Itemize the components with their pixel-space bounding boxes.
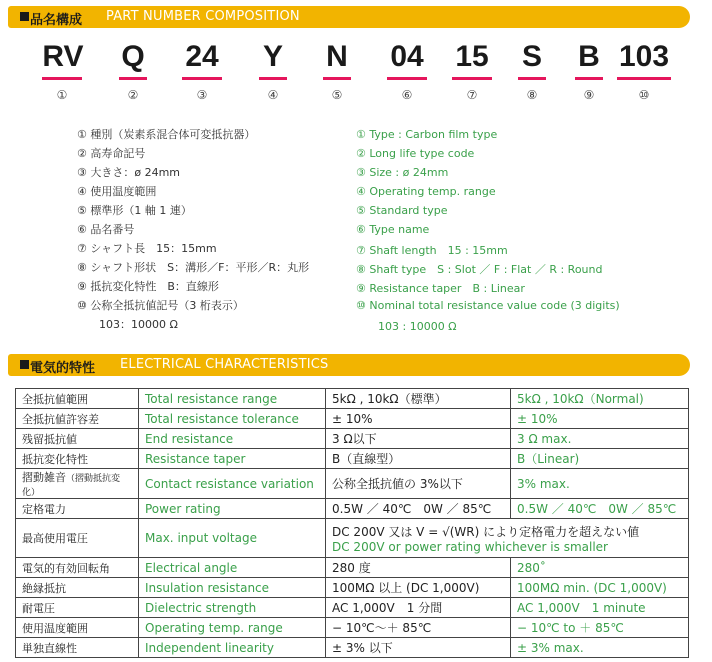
item-en: Contact resistance variation (139, 469, 326, 499)
value-en: 280˚ (511, 558, 689, 578)
legend-jp-item: ⑤ 標準形（1 軸 1 連） (77, 204, 192, 217)
item-jp-cell (16, 469, 139, 499)
code-number: ⑤ (331, 88, 343, 102)
legend-jp-item: ⑥ 品名番号 (77, 223, 135, 236)
legend-jp-item: ⑩ 公称全抵抗値記号（3 桁表示） (77, 299, 244, 312)
electrical-characteristics-table (15, 388, 689, 658)
legend-en-item: ⑩ Nominal total resistance value code (3 digits) (356, 299, 620, 312)
code-number: ④ (267, 88, 279, 102)
value-jp: B（直線型） (326, 449, 511, 469)
table-row (16, 578, 689, 598)
underline-9 (575, 77, 603, 80)
code-number: ③ (196, 88, 208, 102)
value-en: AC 1,000V 1 minute (511, 598, 689, 618)
code-number: ⑦ (466, 88, 478, 102)
legend-jp-item: ⑧ シャフト形状 S：溝形／F：平形／R：丸形 (77, 261, 310, 274)
item-jp: 摺動雑音 (22, 471, 66, 484)
underline-5 (323, 77, 351, 80)
section-title-jp: 電気的特性 (30, 361, 96, 376)
section-title-jp: 品名構成 (30, 13, 83, 28)
item-en: Electrical angle (139, 558, 326, 578)
value-en: 5kΩ , 10kΩ（Normal) (511, 389, 689, 409)
value-en: 3 Ω max. (511, 429, 689, 449)
item-en: Insulation resistance (139, 578, 326, 598)
item-jp: 全抵抗値範囲 (16, 389, 139, 409)
item-en: Resistance taper (139, 449, 326, 469)
square-bullet-icon (20, 360, 29, 369)
legend-en-item: ① Type : Carbon film type (356, 128, 498, 141)
code-number: ⑧ (526, 88, 538, 102)
value-en: 3% max. (511, 469, 689, 499)
underline-3 (182, 77, 222, 80)
section-header-part-number (8, 6, 690, 28)
item-en: Independent linearity (139, 638, 326, 658)
section-header-electrical (8, 354, 690, 376)
underline-1 (42, 77, 82, 80)
item-en: Max. input voltage (139, 519, 326, 558)
item-en: End resistance (139, 429, 326, 449)
value-jp: 100MΩ 以上 (DC 1,000V) (326, 578, 511, 598)
item-en: Power rating (139, 499, 326, 519)
table-row (16, 409, 689, 429)
item-jp: 全抵抗値許容差 (16, 409, 139, 429)
value-jp: DC 200V 又は V = √(WR) により定格電力を超えない値 (332, 524, 640, 539)
table-row (16, 499, 689, 519)
code-rv: RV (42, 40, 84, 73)
legend-en-item: ④ Operating temp. range (356, 185, 496, 198)
value-jp: 3 Ω以下 (326, 429, 511, 449)
legend-jp-item: ④ 使用温度範囲 (77, 185, 157, 198)
item-jp: 残留抵抗値 (16, 429, 139, 449)
code-n: N (326, 40, 348, 73)
code-24: 24 (185, 40, 219, 73)
legend-jp-item: ⑨ 抵抗変化特性 B：直線形 (77, 280, 219, 293)
table-row (16, 389, 689, 409)
item-jp: 絶縁抵抗 (16, 578, 139, 598)
square-bullet-icon (20, 12, 29, 21)
value-jp: 公称全抵抗値の 3%以下 (326, 469, 511, 499)
item-jp: 定格電力 (16, 499, 139, 519)
section-title-en: ELECTRICAL CHARACTERISTICS (120, 357, 329, 372)
code-number: ⑨ (583, 88, 595, 102)
underline-4 (259, 77, 287, 80)
table-row (16, 519, 689, 558)
code-q: Q (121, 40, 145, 73)
code-04: 04 (390, 40, 424, 73)
section-title-en: PART NUMBER COMPOSITION (106, 9, 300, 24)
value-jp: 0.5W ／ 40℃ 0W ／ 85℃ (326, 499, 511, 519)
item-en: Total resistance tolerance (139, 409, 326, 429)
code-y: Y (262, 40, 283, 73)
item-jp: 耐電圧 (16, 598, 139, 618)
legend-en-item: ③ Size : ø 24mm (356, 166, 449, 179)
value-en: ± 3% max. (511, 638, 689, 658)
legend-jp-item: 103：10000 Ω (77, 318, 178, 331)
code-s: S (521, 40, 542, 73)
underline-2 (119, 77, 147, 80)
code-number: ② (127, 88, 139, 102)
code-number: ① (56, 88, 68, 102)
value-en: − 10℃ to ＋ 85℃ (511, 618, 689, 638)
legend-en-item: ⑦ Shaft length 15 : 15mm (356, 244, 508, 257)
underline-6 (387, 77, 427, 80)
value-combined-cell (326, 519, 689, 558)
item-jp-note: （摺動抵抗変化） (22, 474, 121, 498)
value-jp: ± 10% (326, 409, 511, 429)
code-number: ⑥ (401, 88, 413, 102)
legend-en-item: ② Long life type code (356, 147, 475, 160)
code-b: B (578, 40, 600, 73)
code-number: ⑩ (638, 88, 650, 102)
underline-8 (518, 77, 546, 80)
item-jp: 最高使用電圧 (16, 519, 139, 558)
legend-en-item: ⑥ Type name (356, 223, 430, 236)
item-jp: 単独直線性 (16, 638, 139, 658)
value-en: 0.5W ／ 40℃ 0W ／ 85℃ (511, 499, 689, 519)
underline-7 (452, 77, 492, 80)
item-en: Operating temp. range (139, 618, 326, 638)
legend-jp-item: ③ 大きさ：ø 24mm (77, 166, 181, 179)
legend-jp-item: ① 種別（炭素系混合体可変抵抗器） (77, 128, 256, 141)
legend-en-item: ⑨ Resistance taper B : Linear (356, 282, 525, 295)
table-row (16, 618, 689, 638)
item-en: Dielectric strength (139, 598, 326, 618)
value-jp: 280 度 (326, 558, 511, 578)
table-row (16, 469, 689, 499)
value-en: B（Linear) (511, 449, 689, 469)
value-jp: − 10℃〜＋ 85℃ (326, 618, 511, 638)
table-row (16, 429, 689, 449)
table-row (16, 449, 689, 469)
table-row (16, 558, 689, 578)
item-en: Total resistance range (139, 389, 326, 409)
item-jp: 使用温度範囲 (16, 618, 139, 638)
value-jp: ± 3% 以下 (326, 638, 511, 658)
item-jp: 抵抗変化特性 (16, 449, 139, 469)
table-row (16, 598, 689, 618)
table-row (16, 638, 689, 658)
code-15: 15 (455, 40, 489, 73)
value-jp: AC 1,000V 1 分間 (326, 598, 511, 618)
value-en: DC 200V or power rating whichever is smaller (332, 539, 608, 554)
code-103: 103 (618, 40, 670, 73)
legend-en-item: 103 : 10000 Ω (356, 320, 457, 333)
legend-en-item: ⑤ Standard type (356, 204, 448, 217)
item-jp: 電気的有効回転角 (16, 558, 139, 578)
underline-10 (617, 77, 671, 80)
value-en: 100MΩ min. (DC 1,000V) (511, 578, 689, 598)
legend-jp-item: ⑦ シャフト長 15：15mm (77, 242, 217, 255)
legend-jp-item: ② 高寿命記号 (77, 147, 146, 160)
legend-en-item: ⑧ Shaft type S : Slot ／ F : Flat ／ R : Round (356, 263, 603, 276)
value-en: ± 10% (511, 409, 689, 429)
value-jp: 5kΩ , 10kΩ（標準） (326, 389, 511, 409)
